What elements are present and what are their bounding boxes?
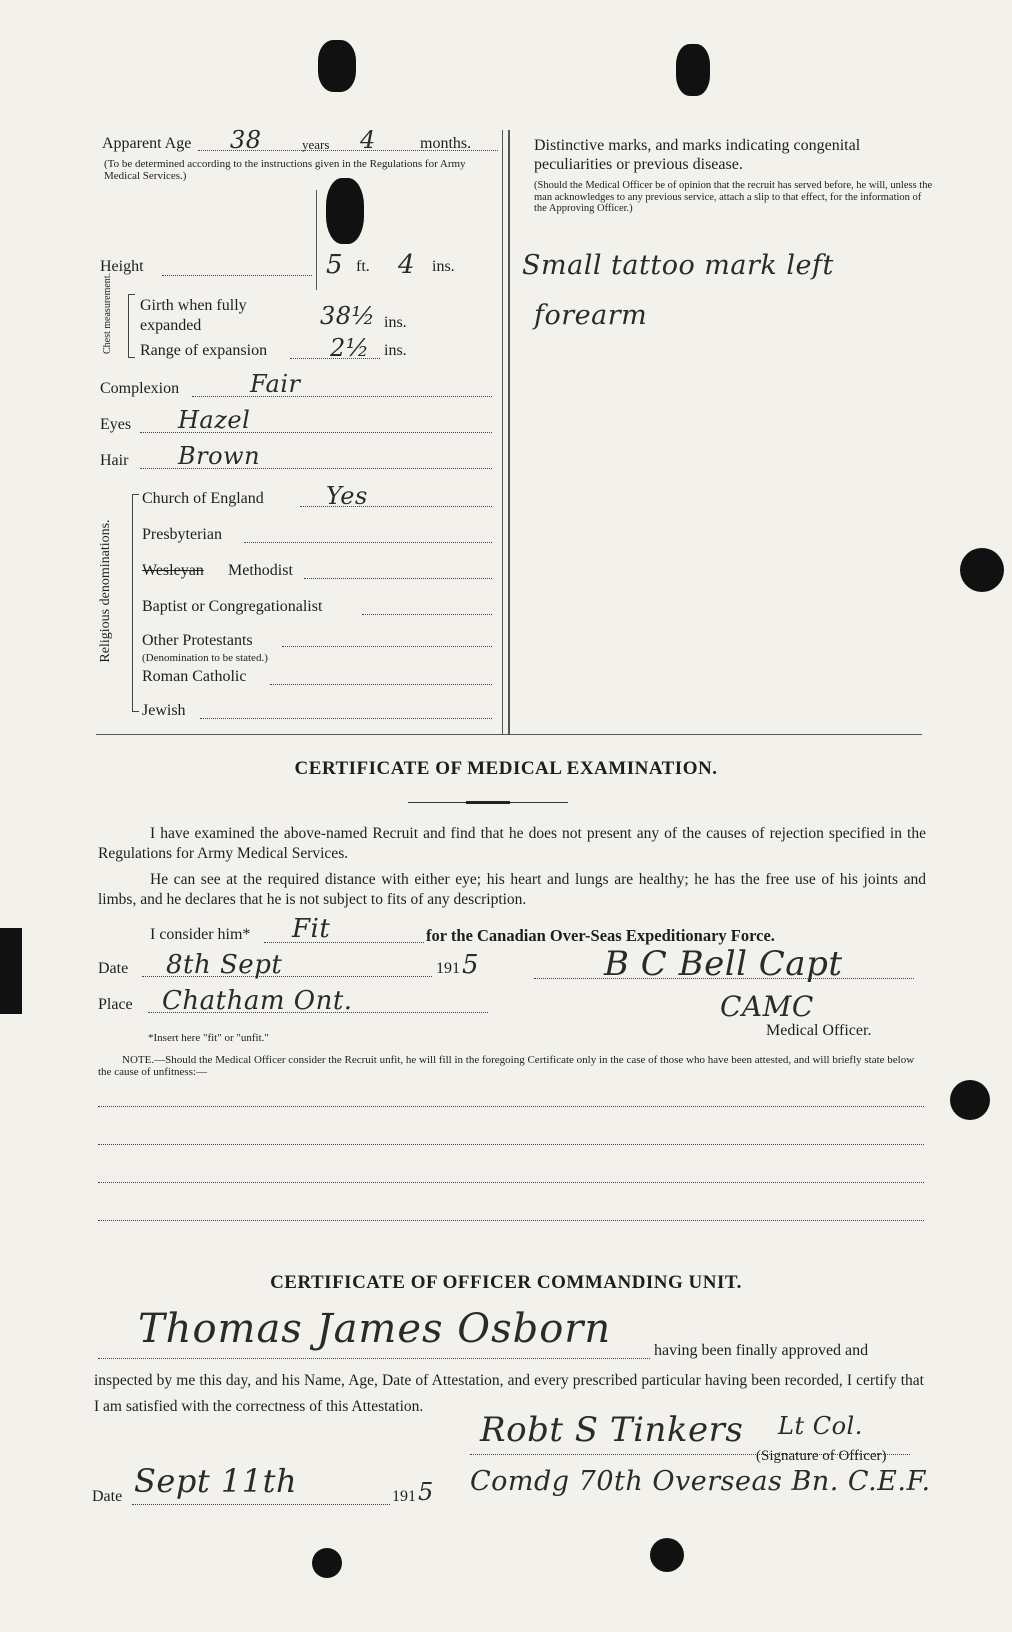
age-box-divider [316,190,317,290]
recruit-name-value: Thomas James Osborn [138,1306,612,1352]
jewish-label: Jewish [142,702,186,719]
medical-paragraph-2: He can see at the required distance with either eye; his heart and lungs are healthy; he has the free use of his joints and limbs, and he declares that he is not subject to fits of any description. [98,871,926,908]
presbyterian-label: Presbyterian [142,526,222,543]
range-label: Range of expansion [140,342,268,359]
section-rule [96,734,922,735]
ins-label: ins. [432,258,455,275]
unfitness-line [98,1220,924,1221]
distinctive-marks-value: Small tattoo mark left [522,250,834,281]
heading-rule-accent [466,801,510,804]
girth-label: Girth when fully expanded [140,297,247,334]
ink-blot [318,40,356,92]
commanding-date-value: Sept 11th [134,1462,298,1500]
commanding-year-prefix: 191 [392,1488,416,1505]
column-divider [502,130,503,735]
binder-hole [312,1548,342,1578]
medical-place-value: Chatham Ont. [162,986,353,1016]
denomination-note: (Denomination to be stated.) [142,652,268,664]
commanding-officer-rank: Lt Col. [778,1412,863,1440]
medical-place-label: Place [98,996,133,1013]
medical-date-value: 8th Sept [166,950,283,980]
consider-label: I consider him* [150,926,251,943]
distinctive-marks-heading: Distinctive marks, and marks indicating congenital peculiarities or previous disease. [534,137,861,173]
chest-label: Chest measurement. [102,272,113,354]
commanding-date-label: Date [92,1488,123,1505]
unfitness-line [98,1106,924,1107]
signature-of-officer-label: (Signature of Officer) [756,1448,887,1464]
roman-catholic-label: Roman Catholic [142,668,247,685]
religion-label: Religious denominations. [98,519,113,663]
approved-text: having been finally approved and [654,1342,869,1359]
commanding-year-value: 5 [418,1478,434,1506]
other-protestants-label: Other Protestants [142,632,253,649]
height-in-value: 4 [398,250,416,280]
baptist-label: Baptist or Congregationalist [142,598,323,615]
medical-date-label: Date [98,960,129,977]
girth-value: 38½ [320,302,376,330]
hair-label: Hair [100,452,129,469]
eyes-value: Hazel [178,406,251,434]
unfitness-line [98,1144,924,1145]
ft-label: ft. [356,258,370,275]
girth-ins-label: ins. [384,314,407,331]
chest-brace [128,294,135,358]
column-divider [508,130,510,735]
church-of-england-value: Yes [326,482,368,510]
binder-hole [960,548,1004,592]
range-ins-label: ins. [384,342,407,359]
medical-year-value: 5 [462,950,480,980]
binder-hole [950,1080,990,1120]
binder-hole [650,1538,684,1572]
distinctive-marks-note: (Should the Medical Officer be of opinion that the recruit has served before, he will, unless the man acknowledges to any previous service, attach a slip to that effect, for the information of the Approving Officer.) [534,180,933,214]
medical-year-prefix: 191 [436,960,460,977]
binder-edge [0,928,22,1014]
age-months-value: 4 [360,126,376,154]
insert-fit-note: *Insert here "fit" or "unfit." [148,1032,269,1044]
methodist-label: Methodist [228,562,293,579]
height-label: Height [100,258,144,275]
eyes-label: Eyes [100,416,132,433]
ink-blot [676,44,710,96]
unfitness-line [98,1182,924,1183]
years-label: years [302,137,330,152]
religion-brace [132,494,139,712]
attestation-text: inspected by me this day, and his Name, Age, Date of Attestation, and every prescribed particular having been recorded, I certify that I am satisfied with the correctness of this Attestation. [94,1372,924,1415]
commanding-certificate-heading: CERTIFICATE OF OFFICER COMMANDING UNIT. [270,1272,742,1293]
medical-officer-rank: CAMC [720,990,814,1023]
medical-certificate-heading: CERTIFICATE OF MEDICAL EXAMINATION. [294,758,718,779]
hair-value: Brown [178,442,261,470]
unfit-note: NOTE.—Should the Medical Officer consider the Recruit unfit, he will fill in the foregoing Certificate only in the case of those who have been attested, and will briefly state below the cause of unfitness:— [98,1054,915,1078]
range-value: 2½ [330,334,370,362]
months-label: months. [420,135,472,152]
ink-blot [326,178,364,244]
fitness-value: Fit [292,914,331,944]
church-of-england-label: Church of England [142,490,264,507]
commanding-unit-value: Comdg 70th Overseas Bn. C.E.F. [470,1466,931,1497]
commanding-officer-signature: Robt S Tinkers [480,1410,744,1450]
apparent-age-label: Apparent Age [102,135,192,152]
age-years-value: 38 [230,126,262,154]
complexion-label: Complexion [100,380,180,397]
height-ft-value: 5 [326,250,344,280]
medical-paragraph-1: I have examined the above-named Recruit and find that he does not present any of the causes of rejection specified in the Regulations for Army Medical Services. [98,825,926,862]
distinctive-marks-value-2: forearm [534,300,648,331]
medical-officer-signature: B C Bell Capt [604,944,843,984]
age-note: (To be determined according to the instructions given in the Regulations for Army Medical Services.) [104,158,466,182]
complexion-value: Fair [250,370,301,398]
expeditionary-force-label: for the Canadian Over-Seas Expeditionary Force. [426,926,775,945]
wesleyan-label: Wesleyan [142,562,204,579]
medical-officer-label: Medical Officer. [766,1022,872,1039]
